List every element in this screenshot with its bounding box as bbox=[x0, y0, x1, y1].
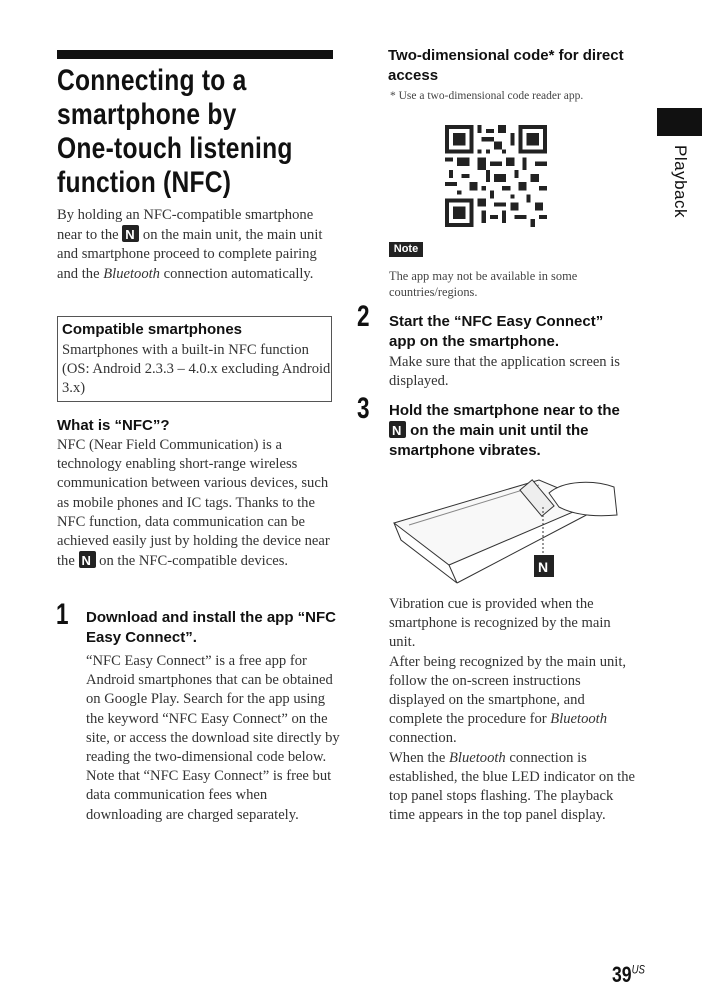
step1-number: 1 bbox=[56, 598, 69, 631]
page-number-value: 39 bbox=[612, 962, 632, 987]
side-tab-label: Playback bbox=[671, 145, 690, 218]
whatis-text-2: on the NFC-compatible devices. bbox=[99, 553, 289, 570]
compatible-text: Smartphones with a built-in NFC function (OS: Android 2.3.3 – 4.0.x excluding Android 3.x) bbox=[62, 342, 331, 397]
n-mark-icon bbox=[122, 225, 139, 242]
compatible-box bbox=[57, 316, 332, 402]
side-tab-block bbox=[657, 108, 702, 136]
step1-note: Note that “NFC Easy Connect” is free but data communication fees when downloading are charged separately. bbox=[86, 768, 332, 823]
note-text: The app may not be available in some countries/regions. bbox=[389, 269, 578, 299]
whatis-text-1: NFC (Near Field Communication) is a technology enabling short-range wireless communication between various devices, such as mobile phones and IC tags. Thanks to the NFC function, data communication can be achieved easily just by holding the device near the bbox=[57, 437, 330, 570]
svg-text:N: N bbox=[538, 559, 549, 575]
step1-text: “NFC Easy Connect” is a free app for Android smartphones that can be obtained on Google Play. Search for the app using the keyword “NFC Easy Connect” on the site, or access the download site directly by reading the two-dimensional code below. bbox=[86, 653, 340, 766]
step3-heading-post: on the main unit until the smartphone vibrates. bbox=[389, 422, 589, 459]
qr-heading: Two-dimensional code* for direct access bbox=[388, 47, 624, 84]
qr-footnote: * Use a two-dimensional code reader app. bbox=[390, 90, 584, 102]
intro-text-1: By holding an NFC-compatible smartphone near to the bbox=[57, 207, 314, 244]
step3-number: 3 bbox=[357, 392, 370, 425]
n-mark-icon bbox=[79, 551, 96, 568]
intro-text-3: connection automatically. bbox=[163, 265, 314, 282]
step3-text-3b: connection is established, the blue LED indicator on the top panel stops flashing. The playback time appears in the top panel display. bbox=[389, 749, 635, 824]
step3-text-1: Vibration cue is provided when the smartphone is recognized by the main unit. bbox=[389, 596, 611, 651]
device-illustration bbox=[389, 475, 619, 585]
page-number-suffix: US bbox=[631, 962, 645, 977]
step3-text-3a: When the bbox=[389, 749, 446, 766]
step2-text: Make sure that the application screen is displayed. bbox=[389, 354, 620, 390]
step3-text-2a: After being recognized by the main unit, follow the on-screen instructions displayed on the smartphone, and complete the procedure for bbox=[389, 653, 627, 728]
n-mark-icon bbox=[389, 421, 406, 438]
intro-bluetooth: Bluetooth bbox=[103, 265, 160, 282]
step1-body bbox=[86, 652, 340, 825]
intro-paragraph bbox=[57, 206, 339, 284]
step3-body bbox=[389, 595, 639, 825]
page-number bbox=[612, 962, 645, 988]
step3-text-3 bbox=[389, 749, 639, 826]
step3-text-2b: connection. bbox=[389, 730, 457, 747]
step2-heading: Start the “NFC Easy Connect” app on the smartphone. bbox=[389, 313, 604, 350]
step3-text-2 bbox=[389, 653, 639, 749]
step3-heading-pre: Hold the smartphone near to the bbox=[389, 402, 620, 419]
page-title: Connecting to a smartphone by One-touch listening function (NFC) bbox=[57, 64, 293, 199]
step2-number: 2 bbox=[357, 300, 370, 333]
compatible-heading: Compatible smartphones bbox=[62, 321, 243, 338]
step1-heading: Download and install the app “NFC Easy Connect”. bbox=[86, 609, 337, 646]
qr-code[interactable] bbox=[445, 125, 547, 227]
whatis-heading: What is “NFC”? bbox=[57, 417, 170, 434]
title-rule bbox=[57, 50, 333, 59]
step3-heading bbox=[389, 401, 639, 461]
step3-bluetooth-2: Bluetooth bbox=[448, 749, 506, 766]
intro-text-2: on the main unit, the main unit and smartphone proceed to complete pairing and the bbox=[57, 227, 323, 282]
whatis-paragraph bbox=[57, 436, 341, 571]
note-badge: Note bbox=[389, 242, 423, 257]
step3-bluetooth-1: Bluetooth bbox=[550, 711, 608, 728]
